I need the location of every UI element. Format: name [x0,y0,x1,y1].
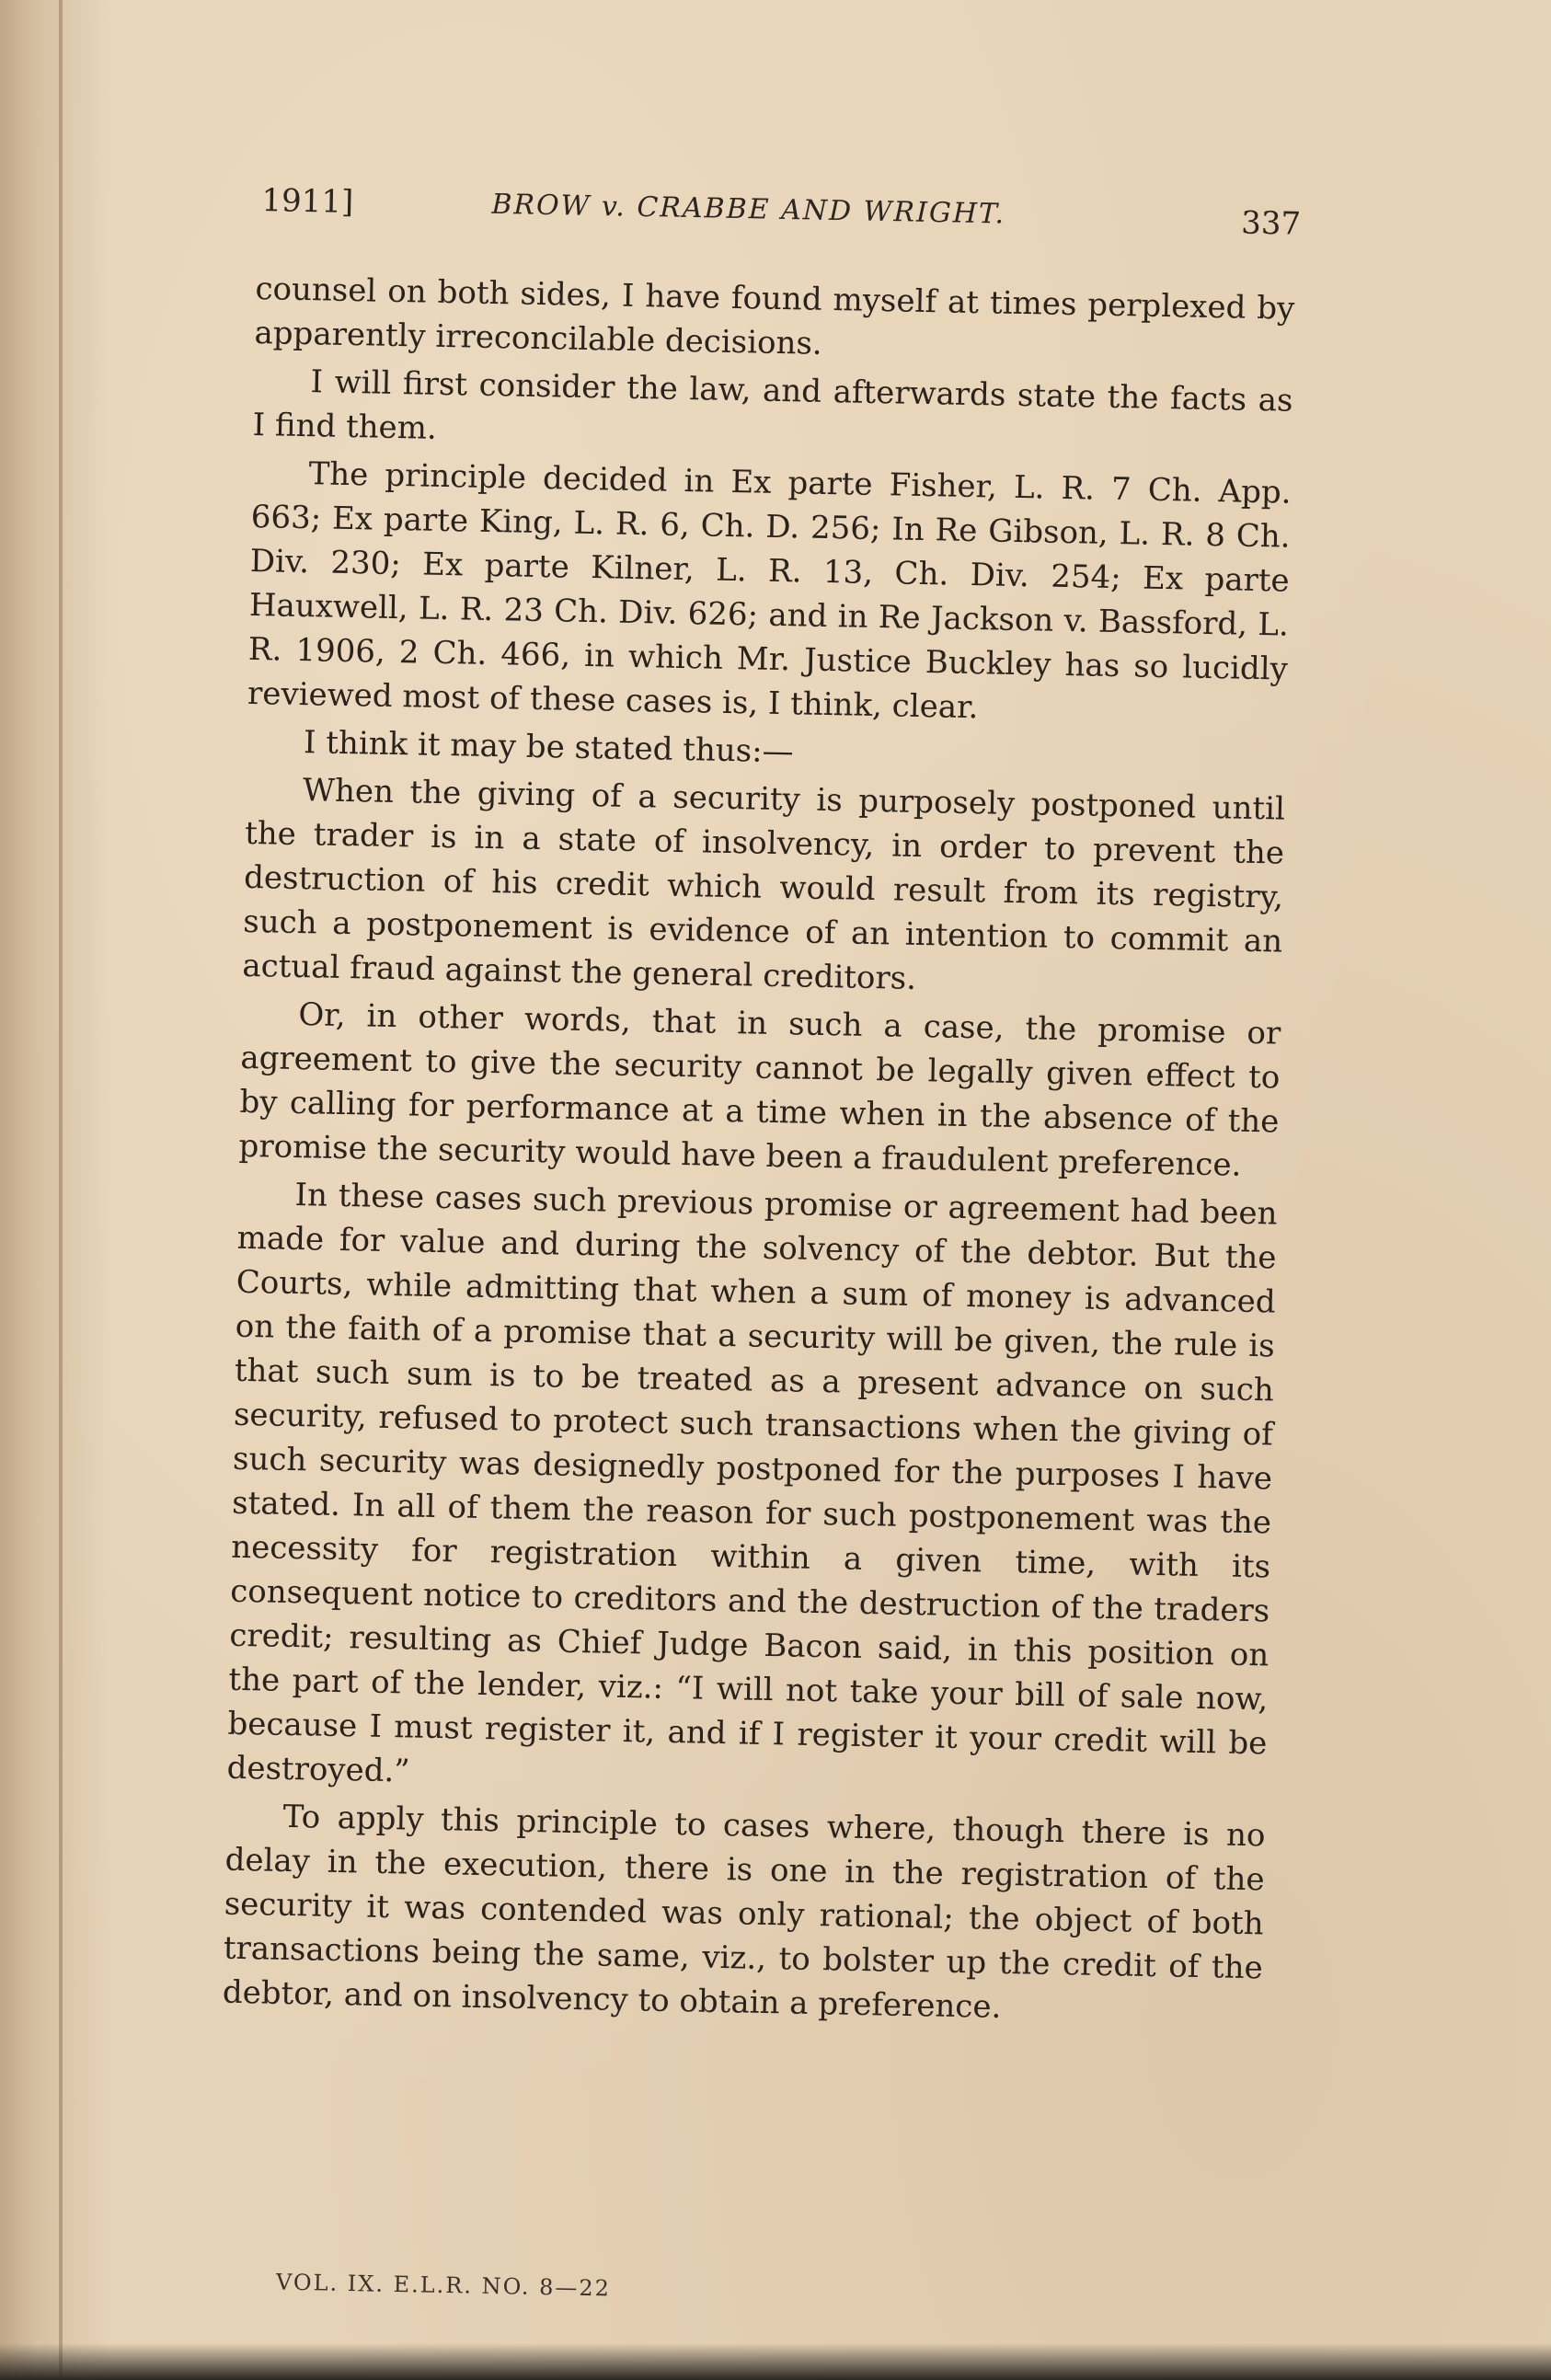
signature-mark: VOL. IX. E.L.R. NO. 8—22 [275,2269,612,2302]
body-text [222,267,1294,2038]
paragraph-4: I think it may be stated thus:— [303,724,795,771]
paragraph-1: counsel on both sides, I have found myself at times perplexed by apparently irreconcilable decisions. [254,270,1295,362]
paragraph-2: I will first consider the law, and afterwards state the facts as I find them. [252,363,1293,447]
paragraph-3: The principle decided in Ex parte Fisher, L. R. 7 Ch. App. 663; Ex parte King, L. R. 6, Ch. D. 256; In Re Gibson, L. R. 8 Ch. Div. 230; Ex parte Kilner, L. R. 13, Ch. Div. 254; Ex parte Hauxwell, L. R. 23 Ch. Div. 626; and in Re Jackson v. Bassford, L. R. 1906, 2 Ch. 466, in which Mr. Justice Buckley has so lucidly reviewed most of these cases is, I think, clear. [247,455,1292,727]
paragraph-7: In these cases such previous promise or agreement had been made for value and during the solvency of the debtor. But the Courts, while admitting that when a sum of money is advanced on the faith of a promise that a security will be given, the rule is that such sum is to be treated as a present advance on such security, refused to protect such transactions when the giving of such security was designedly postponed for the purposes I have stated. In all of them the reason for such postponement was the necessity for registration within a given time, with its consequent notice to creditors and the destruction of the traders credit; resulting as Chief Judge Bacon said, in this position on the part of the lender, viz.: “I will not take your bill of sale now, because I must register it, and if I register it your credit will be destroyed.” [226,1177,1278,1790]
header-year: 1911] [261,181,354,221]
paragraph-5: When the giving of a security is purposely postponed until the trader is in a state of insolvency, in order to prevent the destruction of his credit which would result from its registry, such a postponement is evidence of an intention to commit an actual fraud against the general creditors. [242,772,1286,997]
page-number: 337 [1240,204,1302,243]
header-case-title: BROW v. CRABBE AND WRIGHT. [491,188,1006,231]
paragraph-6: Or, in other words, that in such a case, the promise or agreement to give the security cannot be legally given effect to by calling for performance at a time when in the absence of the promise the security would have been a fraudulent preference. [238,996,1281,1184]
book-spine-shadow [0,0,110,2380]
paragraph-8: To apply this principle to cases where, though there is no delay in the execution, there is one in the registration of the security it was contended was only rational; the object of both transactions being the same, viz., to bolster up the credit of the debtor, and on insolvency to obtain a preference. [222,1798,1266,2026]
running-head [261,173,1302,258]
binding-edge [59,0,63,2380]
page-bottom-edge [0,2343,1551,2380]
